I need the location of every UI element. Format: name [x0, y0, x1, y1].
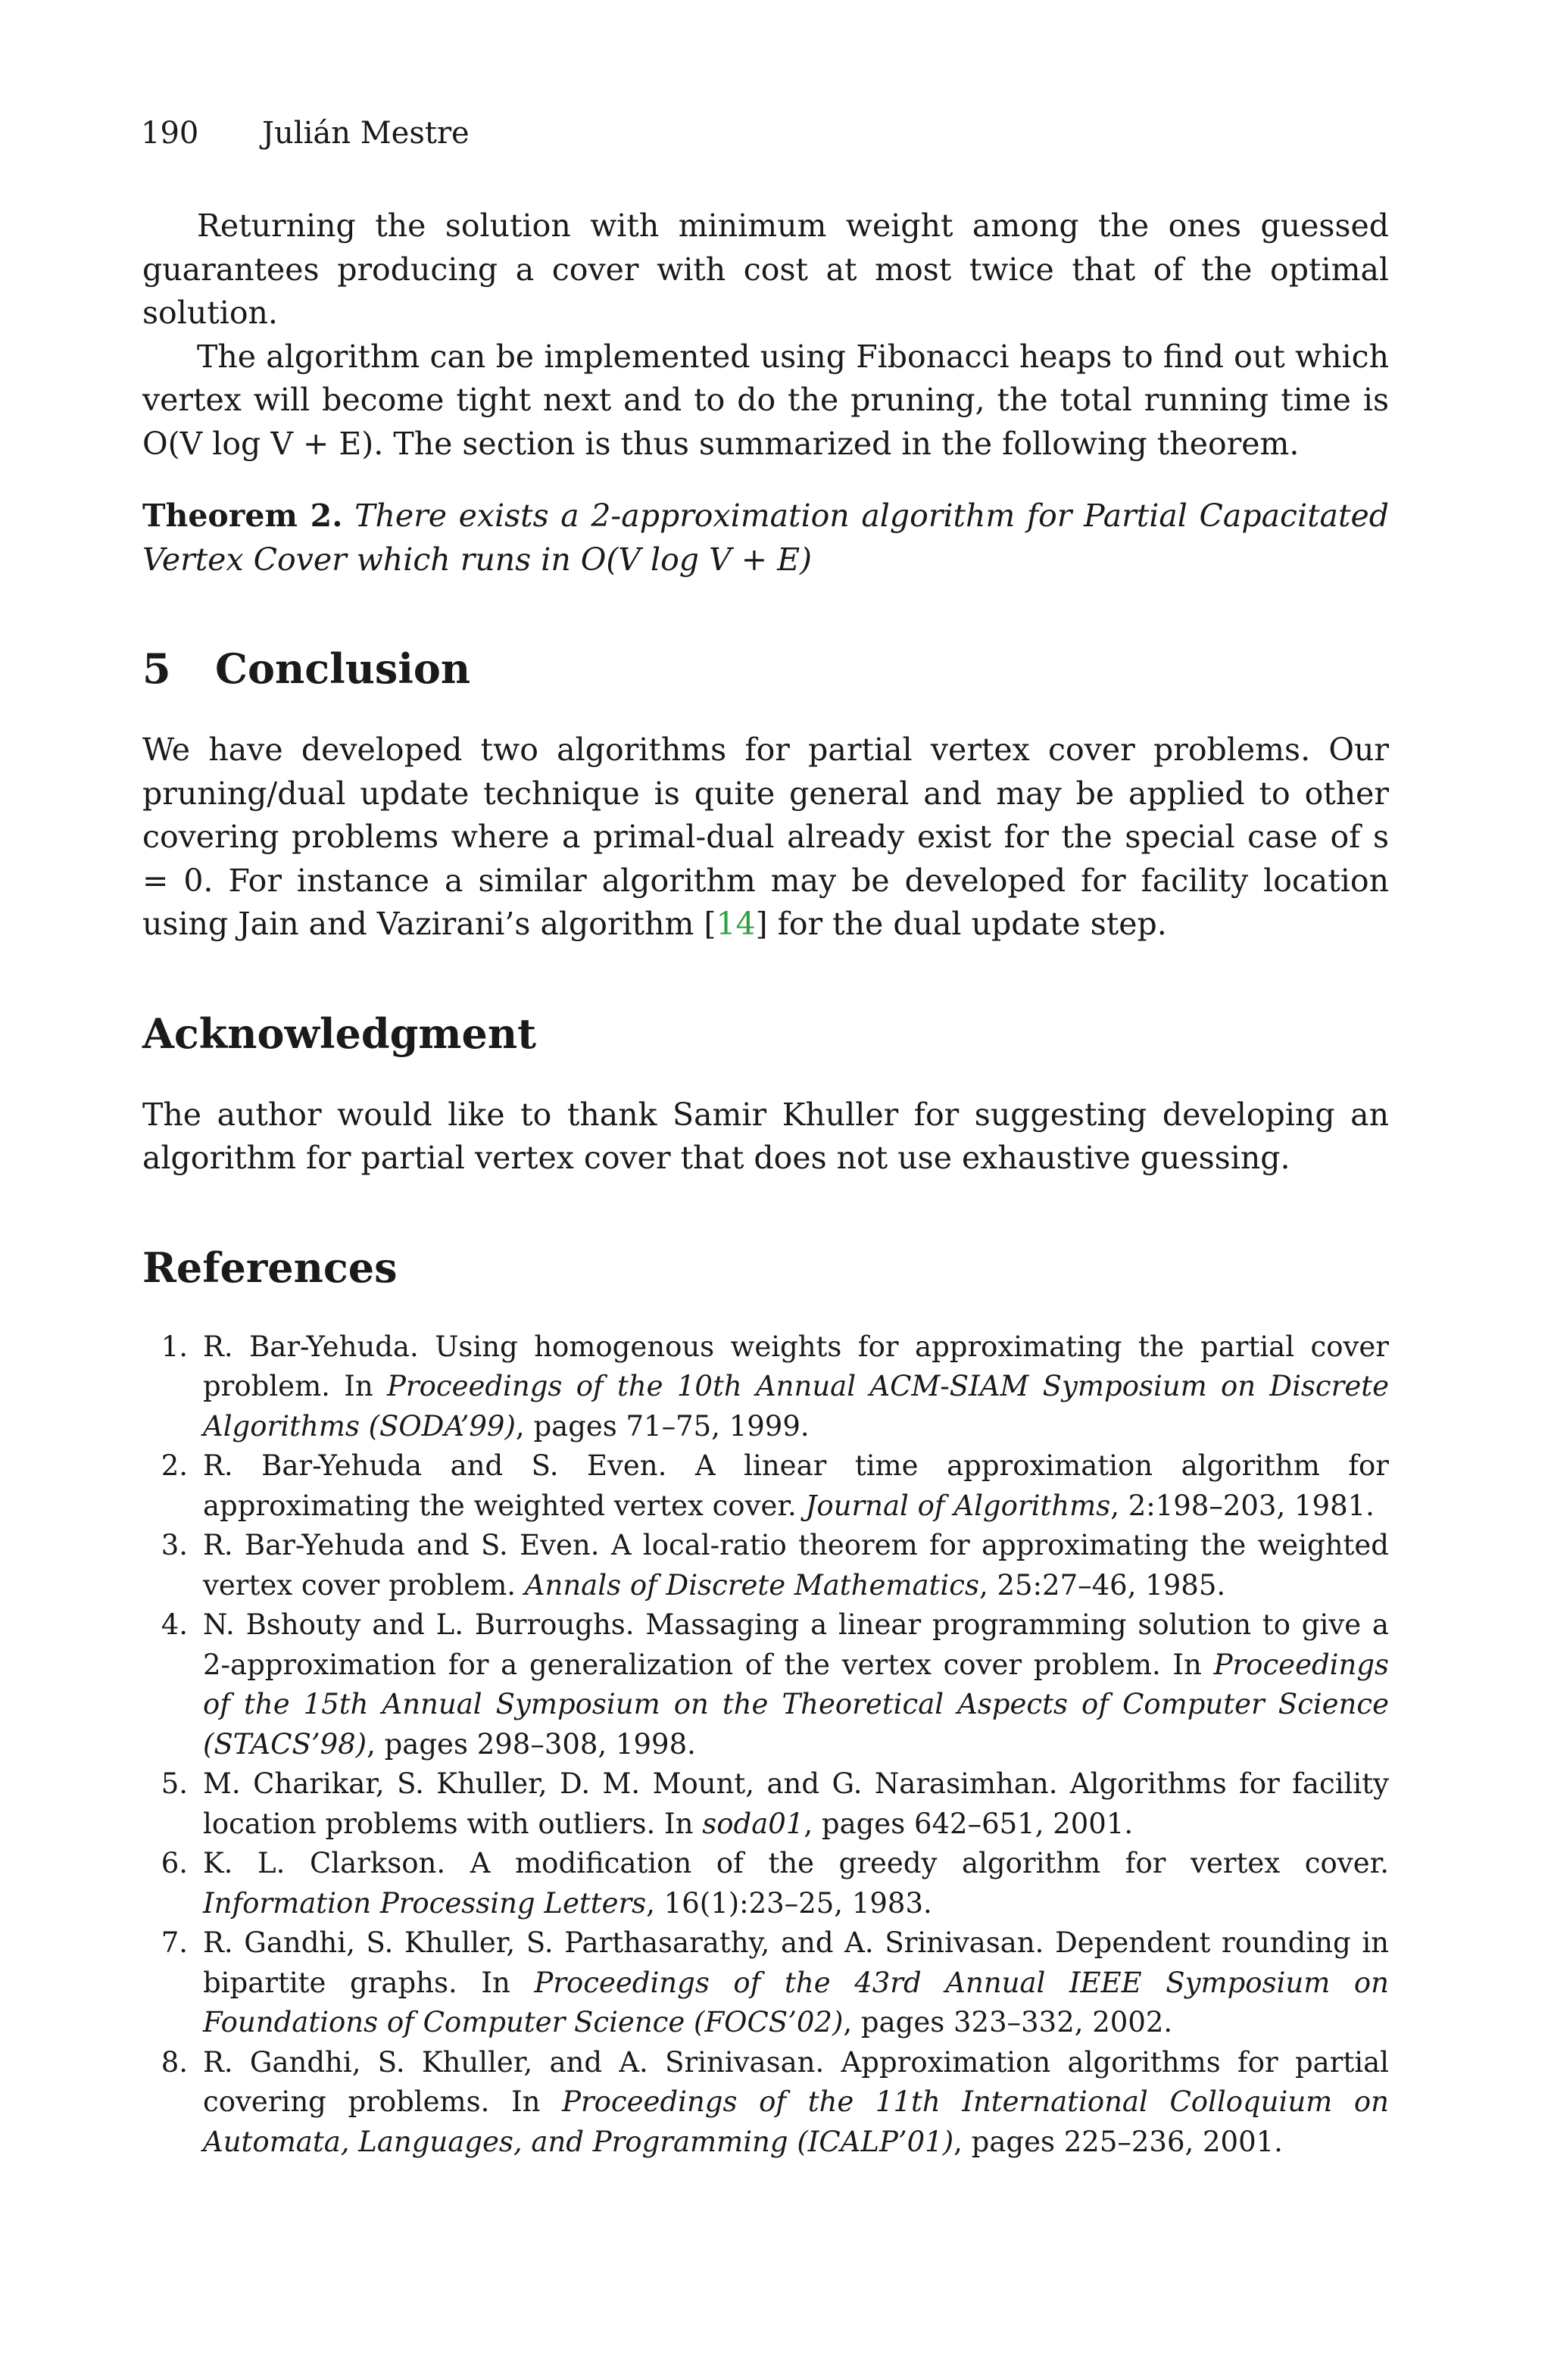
reference-item [142, 1526, 1389, 1605]
reference-authors-title: R. Gandhi, S. Khuller, and A. Srinivasan. Approximation algorithms for partial covering problems. In [203, 2045, 1389, 2118]
reference-venue: Proceedings of the 11th International Colloquium on Automata, Languages, and Programming (ICALP’01) [203, 2085, 1389, 2158]
reference-number: 5. [161, 1767, 188, 1800]
reference-number: 6. [161, 1847, 188, 1879]
reference-authors-title: M. Charikar, S. Khuller, D. M. Mount, and G. Narasimhan. Algorithms for facility location problems with outliers. In [203, 1767, 1389, 1840]
reference-venue: soda01 [702, 1807, 804, 1840]
reference-pages-year: , 16(1):23–25, 1983. [646, 1886, 932, 1920]
reference-pages-year: , pages 298–308, 1998. [367, 1727, 696, 1761]
theorem-text: There exists a 2-approximation algorithm for Partial Capacitated Vertex Cover which runs in O(V log V + E) [142, 498, 1389, 578]
page-number: 190 [141, 116, 199, 151]
reference-item [142, 1844, 1389, 1923]
reference-item [142, 1764, 1389, 1844]
reference-venue: Proceedings of the 15th Annual Symposium on the Theoretical Aspects of Computer Science (STACS’98) [203, 1648, 1389, 1761]
reference-pages-year: , pages 71–75, 1999. [515, 1409, 810, 1443]
reference-authors-title: R. Bar-Yehuda and S. Even. A linear time approximation algorithm for approximating the weighted vertex cover. [203, 1449, 1389, 1522]
reference-venue: Proceedings of the 10th Annual ACM-SIAM Symposium on Discrete Algorithms (SODA’99) [203, 1370, 1389, 1443]
reference-number: 7. [161, 1926, 188, 1959]
theorem-label: Theorem 2. [142, 498, 343, 534]
reference-authors-title: R. Gandhi, S. Khuller, S. Parthasarathy, and A. Srinivasan. Dependent rounding in bipartite graphs. In [203, 1926, 1389, 1999]
reference-item [142, 1446, 1389, 1526]
reference-item [142, 1327, 1389, 1447]
reference-venue: Journal of Algorithms [805, 1489, 1111, 1522]
reference-venue: Annals of Discrete Mathematics [524, 1568, 979, 1602]
section-heading-references [142, 1241, 1389, 1294]
theorem-2 [142, 494, 1389, 582]
body-paragraph-1: Returning the solution with minimum weight among the ones guessed guarantees producing a cover with cost at most twice that of the optimal solution. [142, 207, 1389, 331]
reference-number: 1. [161, 1330, 188, 1363]
reference-authors-title: K. L. Clarkson. A modification of the greedy algorithm for vertex cover. [203, 1847, 1389, 1879]
reference-list [142, 1327, 1389, 2163]
reference-item [142, 2043, 1389, 2163]
section-number: 5 [142, 644, 171, 693]
reference-authors-title: R. Bar-Yehuda. Using homogenous weights for approximating the partial cover problem. In [203, 1330, 1389, 1402]
running-author: Julián Mestre [262, 116, 470, 151]
section-title: Conclusion [215, 644, 471, 693]
page-body [142, 204, 1389, 2162]
reference-item [142, 1923, 1389, 2043]
reference-pages-year: , 25:27–46, 1985. [978, 1568, 1226, 1602]
body-paragraph-2: The algorithm can be implemented using Fibonacci heaps to find out which vertex will become tight next and to do the pruning, the total running time is O(V log V + E). The section is thus summarized in the following theorem. [142, 338, 1389, 462]
reference-pages-year: , pages 642–651, 2001. [804, 1807, 1134, 1840]
reference-number: 4. [161, 1608, 188, 1641]
reference-item [142, 1605, 1389, 1764]
section-heading-conclusion [142, 642, 1389, 695]
reference-pages-year: , pages 323–332, 2002. [843, 2006, 1173, 2038]
reference-pages-year: , pages 225–236, 2001. [953, 2125, 1283, 2158]
reference-authors-title: R. Bar-Yehuda and S. Even. A local-ratio theorem for approximating the weighted vertex cover problem. [203, 1529, 1389, 1602]
reference-number: 3. [161, 1529, 188, 1561]
running-header [141, 112, 470, 154]
conclusion-paragraph [142, 728, 1389, 947]
acknowledgment-paragraph: The author would like to thank Samir Khuller for suggesting developing an algorithm for partial vertex cover that does not use exhaustive guessing. [142, 1096, 1389, 1176]
conclusion-text: We have developed two algorithms for partial vertex cover problems. Our pruning/dual update technique is quite general and may be applied to other covering problems where a primal-dual already exist for the special case of s = 0. For instance a similar algorithm may be developed for facility location using Jain and Vazirani’s algorithm [ [142, 731, 1389, 942]
references-title: References [142, 1243, 398, 1292]
conclusion-text-end: ] for the dual update step. [755, 906, 1167, 942]
reference-number: 2. [161, 1449, 188, 1482]
citation-link[interactable]: 14 [716, 906, 756, 942]
reference-number: 8. [161, 2045, 188, 2079]
reference-pages-year: , 2:198–203, 1981. [1110, 1489, 1375, 1522]
acknowledgment-title: Acknowledgment [142, 1009, 537, 1058]
reference-venue: Information Processing Letters [203, 1886, 647, 1920]
section-heading-acknowledgment [142, 1007, 1389, 1060]
reference-authors-title: N. Bshouty and L. Burroughs. Massaging a linear programming solution to give a 2-approximation for a generalization of the vertex cover problem. In [203, 1608, 1389, 1681]
reference-venue: Proceedings of the 43rd Annual IEEE Symposium on Foundations of Computer Science (FOCS’02) [203, 1966, 1390, 2038]
